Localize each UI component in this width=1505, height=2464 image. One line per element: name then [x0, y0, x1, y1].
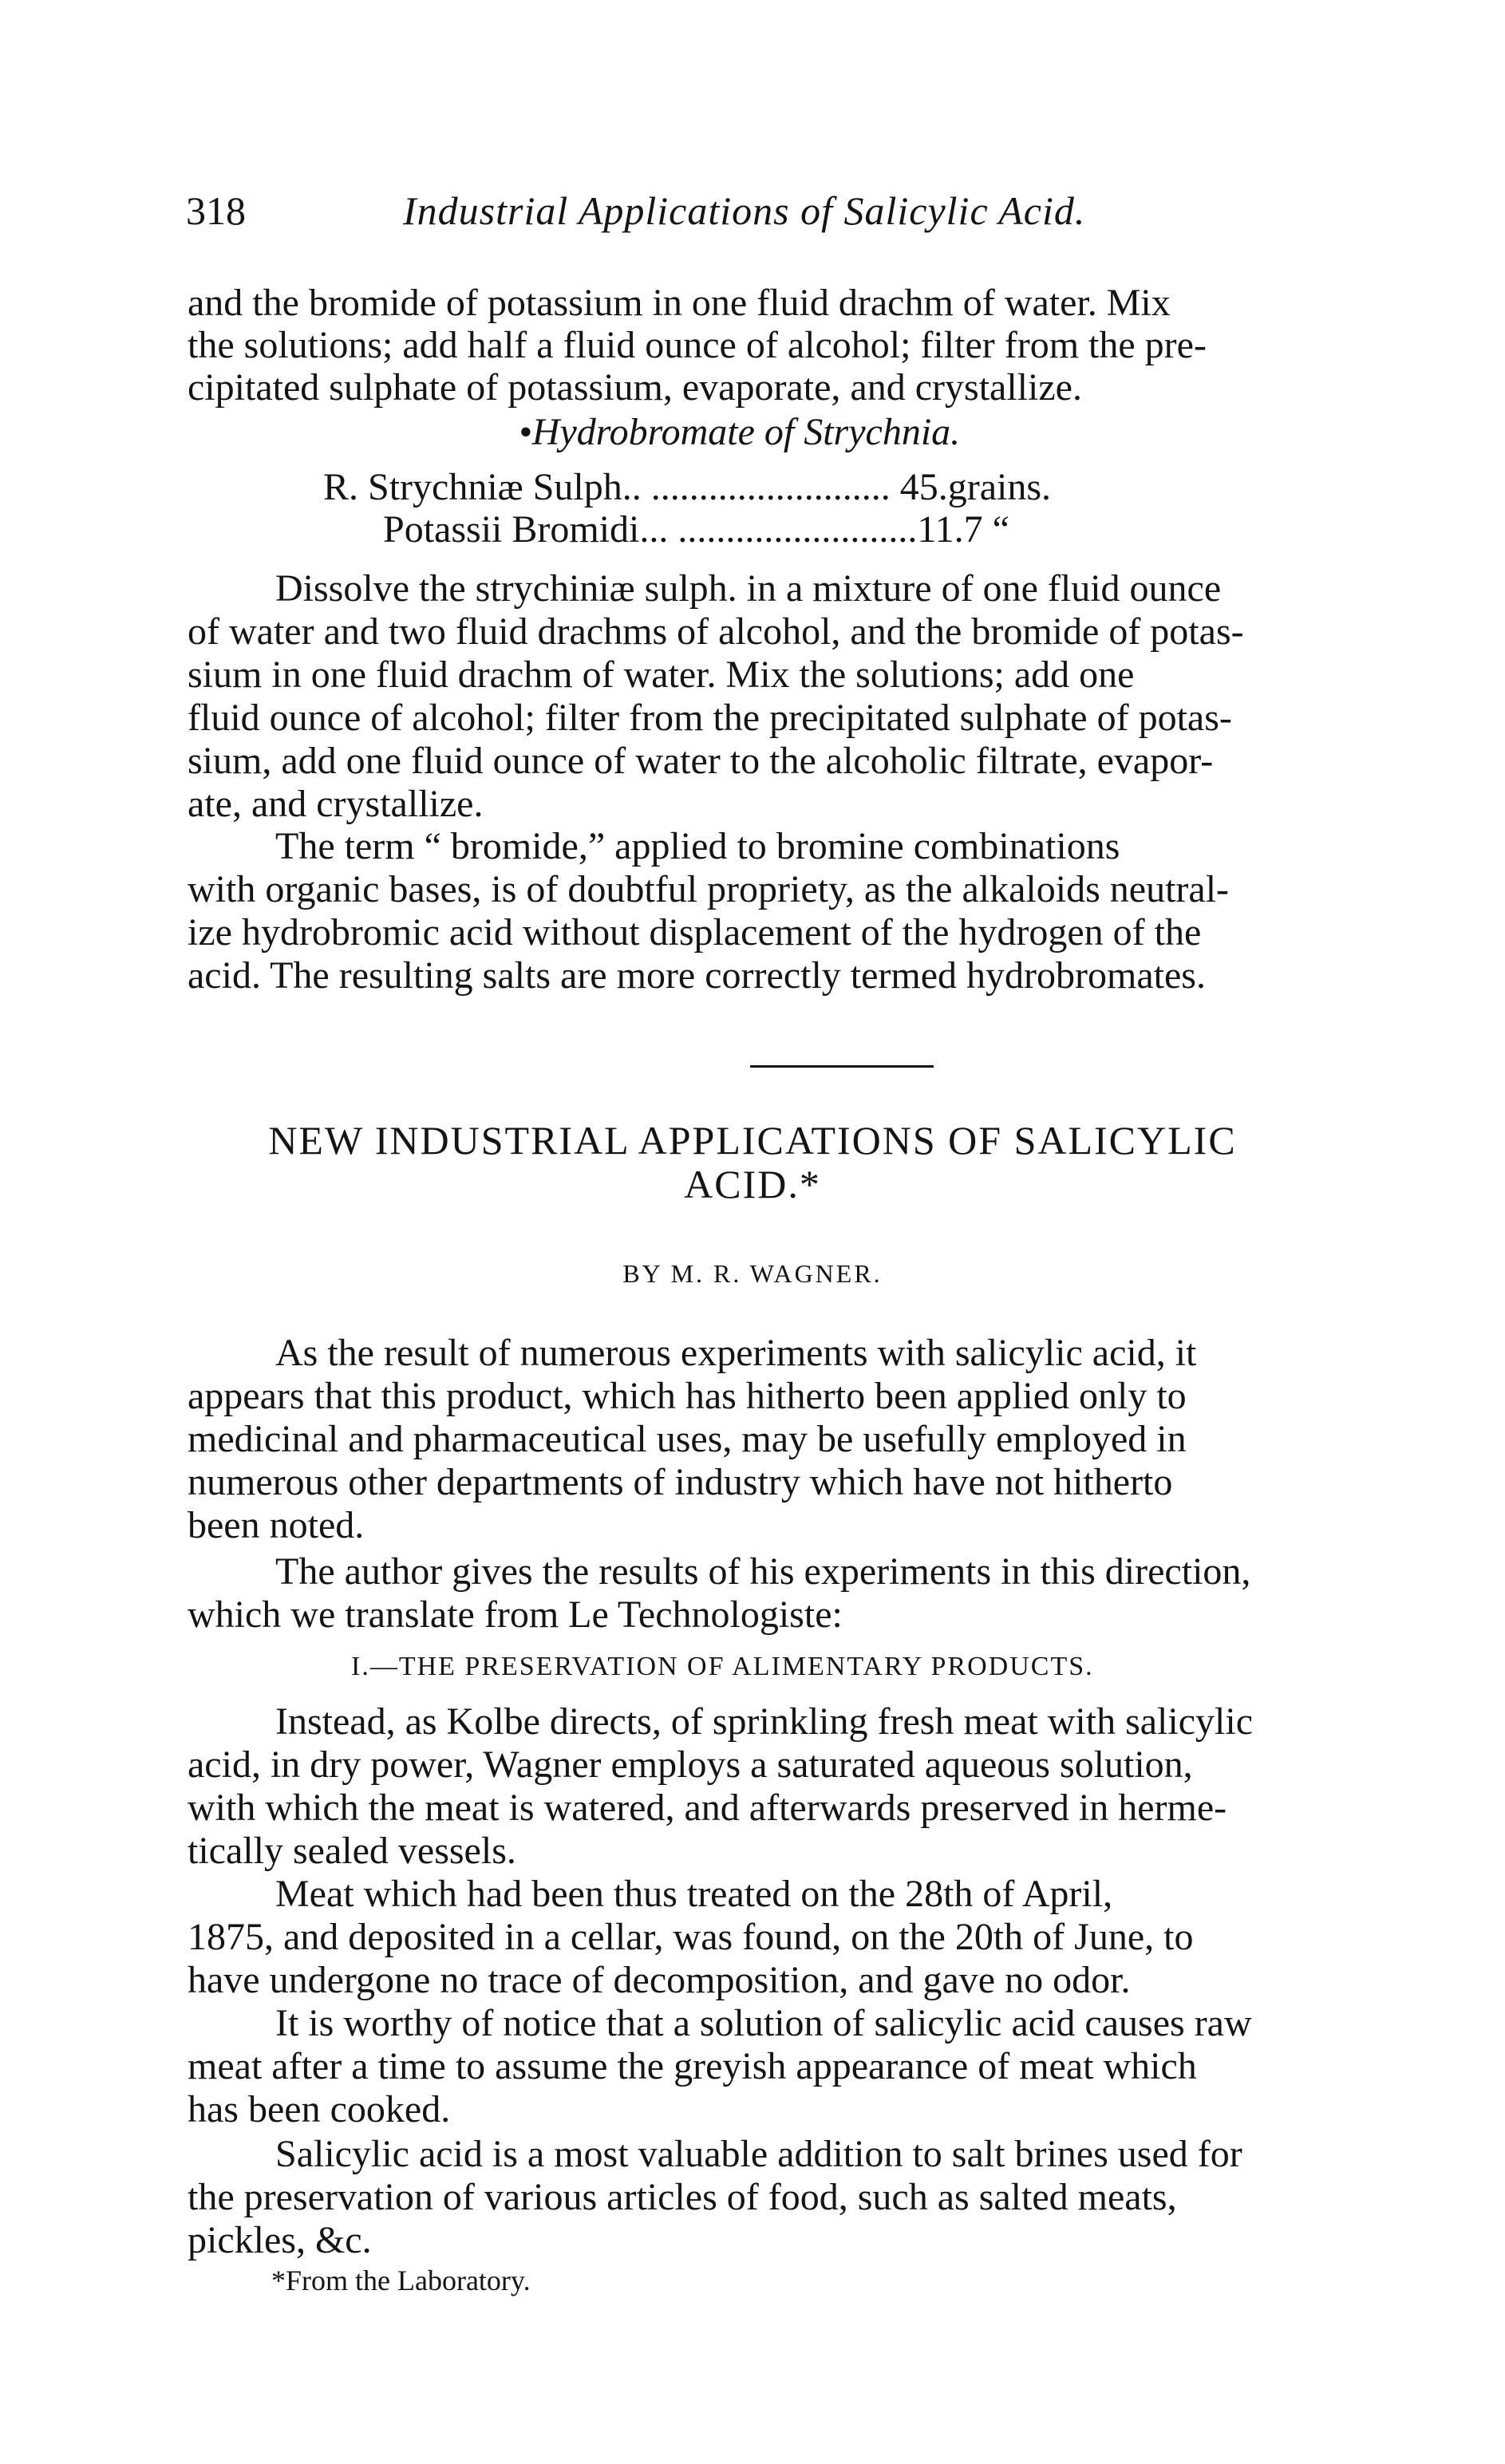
- article-byline: BY M. R. WAGNER.: [622, 1259, 883, 1288]
- text-line: the solutions; add half a fluid ounce of alcohol; filter from the pre-: [188, 324, 1207, 366]
- text-line: ate, and crystallize.: [188, 783, 484, 825]
- text-line: appears that this product, which has hitherto been applied only to: [188, 1375, 1187, 1417]
- text-line: with organic bases, is of doubtful propriety, as the alkaloids neutral-: [188, 868, 1230, 910]
- text-line: fluid ounce of alcohol; filter from the precipitated sulphate of potas-: [188, 697, 1232, 739]
- text-line: Dissolve the strychiniæ sulph. in a mixture of one fluid ounce: [275, 567, 1222, 610]
- text-line: meat after a time to assume the greyish appearance of meat which: [188, 2045, 1197, 2087]
- text-line: 1875, and deposited in a cellar, was found, on the 20th of June, to: [188, 1916, 1194, 1958]
- text-line: with which the meat is watered, and afterwards preserved in herme-: [188, 1787, 1227, 1829]
- page-number: 318: [186, 188, 246, 233]
- text-line: The term “ bromide,” applied to bromine combinations: [275, 825, 1120, 867]
- section-divider: [750, 1065, 934, 1068]
- section-heading: I.—THE PRESERVATION OF ALIMENTARY PRODUCTS.: [351, 1652, 1094, 1681]
- text-line: the preservation of various articles of food, such as salted meats,: [188, 2176, 1177, 2218]
- text-line: medicinal and pharmaceutical uses, may be usefully employed in: [188, 1418, 1187, 1460]
- article-title: ACID.*: [684, 1162, 821, 1206]
- text-line: sium in one fluid drachm of water. Mix the solutions; add one: [188, 654, 1135, 696]
- text-line: ize hydrobromic acid without displacement of the hydrogen of the: [188, 911, 1202, 954]
- text-line: numerous other departments of industry which have not hitherto: [188, 1461, 1173, 1503]
- formula-row: R. Strychniæ Sulph.. ......................... 45.grains.: [323, 466, 1052, 508]
- text-line: which we translate from Le Technologiste:: [188, 1593, 843, 1636]
- text-line: have undergone no trace of decomposition, and gave no odor.: [188, 1959, 1131, 2001]
- text-line: sium, add one fluid ounce of water to the alcoholic filtrate, evapor-: [188, 740, 1214, 782]
- text-line: It is worthy of notice that a solution of salicylic acid causes raw: [275, 2002, 1252, 2044]
- text-line: Salicylic acid is a most valuable addition to salt brines used for: [275, 2133, 1242, 2175]
- formula-title: •Hydrobromate of Strychnia.: [519, 411, 961, 453]
- running-title: Industrial Applications of Salicylic Acid.: [403, 188, 1086, 233]
- text-line: cipitated sulphate of potassium, evaporate, and crystallize.: [188, 366, 1082, 409]
- text-line: tically sealed vessels.: [188, 1830, 516, 1872]
- footnote: *From the Laboratory.: [271, 2265, 531, 2296]
- text-line: been noted.: [188, 1504, 365, 1546]
- text-line: acid. The resulting salts are more correctly termed hydrobromates.: [188, 954, 1206, 997]
- text-line: pickles, &c.: [188, 2219, 372, 2261]
- article-title: NEW INDUSTRIAL APPLICATIONS OF SALICYLIC: [268, 1118, 1237, 1163]
- text-line: Meat which had been thus treated on the 28th of April,: [275, 1873, 1113, 1915]
- text-line: and the bromide of potassium in one fluid drachm of water. Mix: [188, 282, 1171, 324]
- text-line: of water and two fluid drachms of alcohol, and the bromide of potas-: [188, 610, 1244, 653]
- text-line: acid, in dry power, Wagner employs a saturated aqueous solution,: [188, 1743, 1193, 1786]
- text-line: The author gives the results of his experiments in this direction,: [275, 1550, 1251, 1593]
- text-line: As the result of numerous experiments with salicylic acid, it: [275, 1332, 1197, 1374]
- formula-row: Potassii Bromidi... .........................11.7 “: [383, 508, 1009, 551]
- text-line: has been cooked.: [188, 2088, 451, 2130]
- text-line: Instead, as Kolbe directs, of sprinkling fresh meat with salicylic: [275, 1700, 1254, 1743]
